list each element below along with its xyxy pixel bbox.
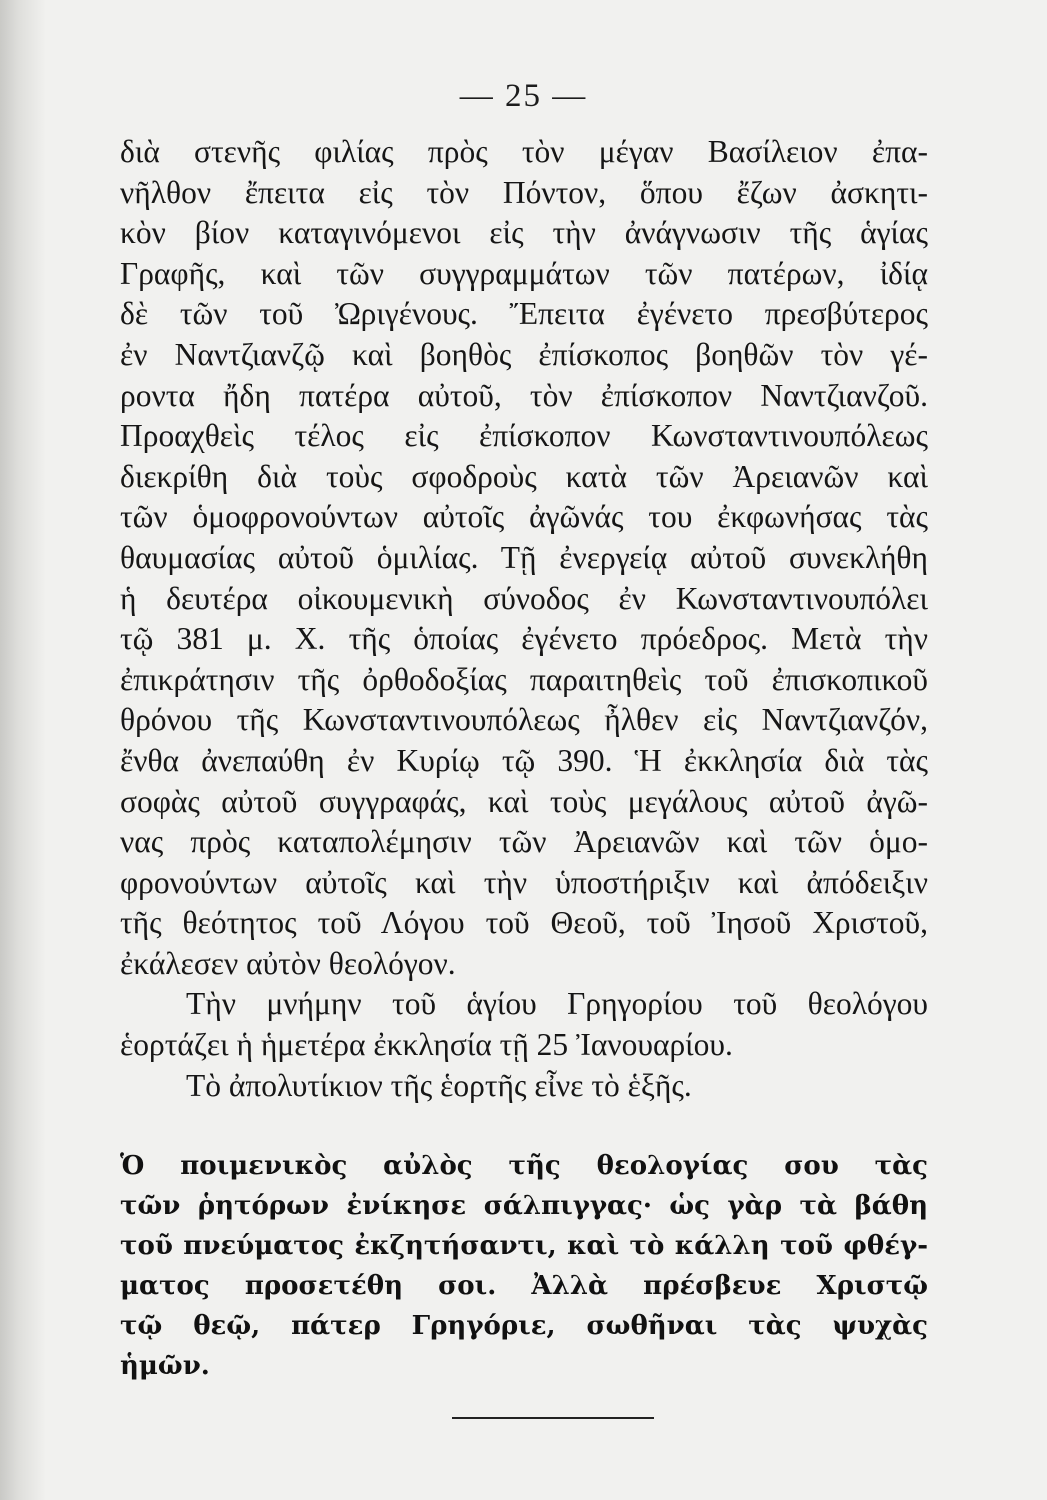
text-line: φρονούντων αὐτοῖς καὶ τὴν ὑποστήριξιν καὶ ἀπόδειξιν	[120, 864, 928, 900]
text-line: διὰ στενῆς φιλίας πρὸς τὸν μέγαν Βασίλειον ἐπα-	[120, 134, 928, 169]
text-line: σοφὰς αὐτοῦ συγγραφάς, καὶ τοὺς μεγάλους αὐτοῦ ἀγῶ-	[120, 783, 928, 819]
text-line: ἐν Ναντζιανζῷ καὶ βοηθὸς ἐπίσκοπος βοηθῶν τὸν γέ-	[120, 336, 928, 372]
text-line: δὲ τῶν τοῦ Ὠριγένους. Ἔπειτα ἐγένετο πρεσβύτερος	[120, 296, 928, 332]
text-line: ἐπικράτησιν τῆς ὀρθοδοξίας παραιτηθεὶς τοῦ ἐπισκοπικοῦ	[120, 661, 928, 697]
text-line: ἡ δευτέρα οἰκουμενικὴ σύνοδος ἐν Κωνσταντινουπόλει	[120, 580, 928, 616]
text-line: νας πρὸς καταπολέμησιν τῶν Ἀρειανῶν καὶ τῶν ὁμο-	[120, 824, 928, 860]
text-line: διεκρίθη διὰ τοὺς σφοδροὺς κατὰ τῶν Ἀρειανῶν καὶ	[120, 458, 928, 494]
hymn-line: τῶν ῥητόρων ἐνίκησε σάλπιγγας· ὡς γὰρ τὰ βάθη	[120, 1191, 928, 1221]
hymn-line: ματος προσετέθη σοι. Ἀλλὰ πρέσβευε Χριστῷ	[120, 1271, 928, 1301]
hymn-line: τῷ θεῷ, πάτερ Γρηγόριε, σωθῆναι τὰς ψυχὰς	[120, 1311, 928, 1341]
text-line: ἐκάλεσεν αὐτὸν θεολόγον.	[120, 945, 456, 981]
feast-line: Τὴν μνήμην τοῦ ἁγίου Γρηγορίου τοῦ θεολόγου	[186, 986, 928, 1022]
feast-line: ἑορτάζει ἡ ἡμετέρα ἐκκλησία τῇ 25 Ἰανουαρίου.	[120, 1027, 733, 1063]
page-gutter-shadow	[0, 0, 46, 1500]
text-line: τῷ 381 μ. Χ. τῆς ὁποίας ἐγένετο πρόεδρος. Μετὰ τὴν	[120, 621, 928, 657]
hymn-line: Ὁ ποιμενικὸς αὐλὸς τῆς θεολογίας σου τὰς	[120, 1151, 928, 1181]
text-line: Προαχθεὶς τέλος εἰς ἐπίσκοπον Κωνσταντινουπόλεως	[120, 418, 928, 454]
text-line: Γραφῆς, καὶ τῶν συγγραμμάτων τῶν πατέρων, ἰδίᾳ	[120, 255, 928, 291]
text-line: θαυμασίας αὐτοῦ ὁμιλίας. Τῇ ἐνεργείᾳ αὐτοῦ συνεκλήθη	[120, 539, 928, 575]
main-text	[120, 132, 928, 1106]
section-end-rule	[452, 1417, 654, 1419]
text-line: τῆς θεότητος τοῦ Λόγου τοῦ Θεοῦ, τοῦ Ἰησοῦ Χριστοῦ,	[120, 905, 928, 941]
text-line: κὸν βίον καταγινόμενοι εἰς τὴν ἀνάγνωσιν τῆς ἁγίας	[120, 215, 928, 251]
apolytikion-hymn	[120, 1146, 928, 1386]
apolytikion-intro: Τὸ ἀπολυτίκιον τῆς ἑορτῆς εἶνε τὸ ἑξῆς.	[186, 1067, 692, 1103]
text-line: θρόνου τῆς Κωνσταντινουπόλεως ἦλθεν εἰς Ναντζιανζόν,	[120, 702, 928, 738]
hymn-line: τοῦ πνεύματος ἐκζητήσαντι, καὶ τὸ κάλλη τοῦ φθέγ-	[120, 1231, 928, 1261]
text-line: νῆλθον ἔπειτα εἰς τὸν Πόντον, ὅπου ἔζων ἀσκητι-	[120, 174, 928, 210]
text-line: τῶν ὁμοφρονούντων αὐτοῖς ἀγῶνάς του ἐκφωνήσας τὰς	[120, 499, 928, 535]
hymn-line: ἡμῶν.	[120, 1351, 210, 1381]
page-number: — 25 —	[459, 78, 588, 114]
text-line: ἔνθα ἀνεπαύθη ἐν Κυρίῳ τῷ 390. Ἡ ἐκκλησία διὰ τὰς	[120, 742, 928, 778]
text-line: ροντα ἤδη πατέρα αὐτοῦ, τὸν ἐπίσκοπον Ναντζιανζοῦ.	[120, 377, 928, 413]
